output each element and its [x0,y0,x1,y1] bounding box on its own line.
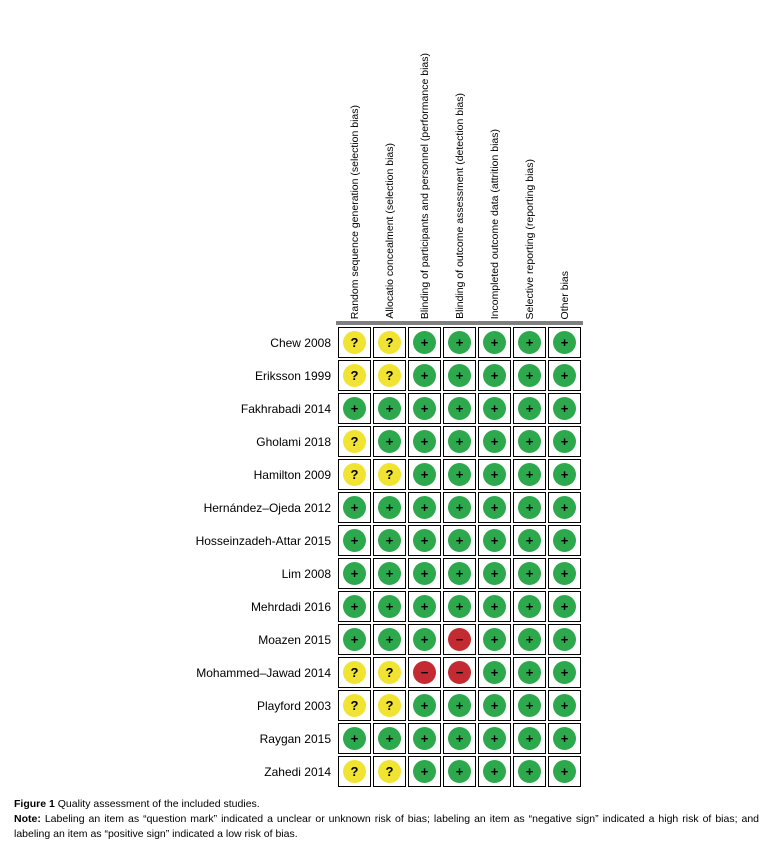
judgment-cell [548,690,581,721]
study-label: Mohammed–Jawad 2014 [196,665,331,680]
judgment-cell [478,657,511,688]
judgment-circle-positive: + [518,694,541,717]
figure-note-text: Labeling an item as “question mark” indicated a unclear or unknown risk of bias; labeling an item as “negative sign” indicated a high risk of bias; and labeling an item as “positive sign” indicated a low risk of bias. [14,813,760,840]
judgment-cell [548,459,581,490]
judgment-cell [443,558,476,589]
judgment-cell [478,459,511,490]
judgment-cell [338,525,371,556]
judgment-circle-positive: + [343,496,366,519]
judgment-cell [338,393,371,424]
judgment-cell [408,492,441,523]
judgment-circle-positive: + [483,430,506,453]
figure-caption-label: Figure 1 [14,798,55,810]
judgment-cell [338,558,371,589]
judgment-cell [478,492,511,523]
judgment-circle-positive: + [413,562,436,585]
judgment-cell [443,723,476,754]
judgment-circle-positive: + [378,595,401,618]
judgment-circle-positive: + [553,496,576,519]
judgment-cell [548,360,581,391]
judgment-cell [548,591,581,622]
judgment-circle-positive: + [553,661,576,684]
judgment-cell [408,558,441,589]
judgment-circle-positive: + [448,760,471,783]
study-label: Mehrdadi 2016 [250,599,331,614]
judgment-circle-positive: + [413,496,436,519]
judgment-cell [443,492,476,523]
judgment-circle-positive: + [448,397,471,420]
judgment-cell [338,624,371,655]
judgment-cell [478,360,511,391]
judgment-cell [373,558,406,589]
table-row [338,690,581,721]
judgment-circle-positive: + [483,364,506,387]
judgment-cell [478,558,511,589]
judgment-circle-positive: + [378,628,401,651]
judgment-cell [408,591,441,622]
judgment-circle-positive: + [483,760,506,783]
judgment-cell [513,558,546,589]
column-header: Allocatio concealment (selection bias) [383,143,396,319]
column-header: Blinding of outcome assessment (detection bias) [453,93,466,319]
judgment-circle-positive: + [483,595,506,618]
table-row [338,591,581,622]
judgment-cell [338,327,371,358]
study-label: Playford 2003 [256,698,331,713]
judgment-circle-positive: + [448,595,471,618]
judgment-circle-positive: + [553,364,576,387]
judgment-cell [478,723,511,754]
judgment-cell [408,459,441,490]
judgment-cell [408,723,441,754]
judgment-circle-positive: + [553,760,576,783]
judgment-cell [443,426,476,457]
judgment-circle-positive: + [518,496,541,519]
judgment-circle-positive: + [553,430,576,453]
judgment-cell [548,525,581,556]
judgment-circle-positive: + [483,562,506,585]
judgment-circle-positive: + [378,562,401,585]
figure-caption-title: Quality assessment of the included studies. [57,798,260,810]
table-row [338,426,581,457]
judgment-cell [408,624,441,655]
judgment-circle-positive: + [483,628,506,651]
judgment-cell [548,624,581,655]
judgment-circle-negative: − [413,661,436,684]
judgment-circle-positive: + [518,364,541,387]
judgment-circle-unclear: ? [343,694,366,717]
judgment-cell [548,393,581,424]
judgment-circle-positive: + [343,727,366,750]
judgment-cell [373,591,406,622]
judgment-circle-positive: + [553,628,576,651]
judgment-cell [513,459,546,490]
judgment-circle-positive: + [413,628,436,651]
judgment-cell [513,426,546,457]
judgment-circle-positive: + [518,331,541,354]
column-header: Selective reporting (reporting bias) [523,158,536,319]
study-label: Hamilton 2009 [253,467,331,482]
judgment-circle-positive: + [413,397,436,420]
judgment-cell [338,459,371,490]
judgment-circle-positive: + [413,760,436,783]
judgment-cell [443,591,476,622]
judgment-circle-positive: + [343,562,366,585]
column-header: Incompleted outcome data (attrition bias) [488,128,501,319]
judgment-circle-positive: + [448,430,471,453]
table-row [338,525,581,556]
judgment-circle-positive: + [413,595,436,618]
judgment-circle-unclear: ? [378,463,401,486]
judgment-circle-positive: + [553,727,576,750]
judgment-circle-positive: + [483,727,506,750]
judgment-cell [373,657,406,688]
judgment-cell [478,426,511,457]
judgment-circle-positive: + [553,397,576,420]
judgment-cell [338,591,371,622]
study-label: Fakhrabadi 2014 [240,401,331,416]
table-row [338,756,581,787]
judgment-circle-positive: + [413,727,436,750]
judgment-circle-positive: + [448,529,471,552]
judgment-circle-unclear: ? [343,760,366,783]
judgment-cell [478,393,511,424]
judgment-circle-unclear: ? [343,661,366,684]
judgment-cell [513,393,546,424]
judgment-circle-unclear: ? [378,364,401,387]
column-headers [0,0,769,321]
judgment-circle-positive: + [378,727,401,750]
study-label: Moazen 2015 [258,632,331,647]
judgment-circle-unclear: ? [378,331,401,354]
judgment-cell [478,624,511,655]
judgment-circle-unclear: ? [343,430,366,453]
judgment-circle-positive: + [518,397,541,420]
judgment-cell [548,558,581,589]
judgment-cell [408,657,441,688]
judgment-cell [443,525,476,556]
table-row [338,492,581,523]
study-label: Zahedi 2014 [264,764,331,779]
judgment-circle-positive: + [518,661,541,684]
judgment-circle-positive: + [483,463,506,486]
judgment-cell [338,360,371,391]
judgment-cell [548,723,581,754]
judgment-circle-positive: + [413,430,436,453]
judgment-circle-unclear: ? [343,463,366,486]
judgment-circle-positive: + [483,694,506,717]
table-row [338,657,581,688]
judgment-circle-positive: + [553,463,576,486]
judgment-cell [513,657,546,688]
judgment-cell [513,690,546,721]
judgment-circle-positive: + [378,430,401,453]
judgment-circle-positive: + [448,364,471,387]
judgment-cell [373,756,406,787]
judgment-cell [373,459,406,490]
judgment-circle-positive: + [483,661,506,684]
judgment-cell [443,393,476,424]
judgment-circle-positive: + [343,397,366,420]
judgment-cell [513,756,546,787]
judgment-cell [408,327,441,358]
study-label: Lim 2008 [281,566,331,581]
judgment-circle-positive: + [553,694,576,717]
judgment-circle-positive: + [518,463,541,486]
judgment-circle-positive: + [518,430,541,453]
judgment-circle-positive: + [413,463,436,486]
judgment-circle-positive: + [343,529,366,552]
judgment-circle-positive: + [413,364,436,387]
judgment-cell [408,690,441,721]
column-header: Other bias [558,270,571,319]
study-label: Chew 2008 [270,335,331,350]
judgment-circle-positive: + [518,529,541,552]
judgment-circle-positive: + [448,496,471,519]
judgment-circle-positive: + [343,628,366,651]
judgment-cell [408,360,441,391]
judgment-cell [513,723,546,754]
judgment-cell [373,492,406,523]
judgment-cell [443,360,476,391]
column-header: Blinding of participants and personnel (performance bias) [418,52,431,319]
judgment-circle-positive: + [518,760,541,783]
judgment-circle-unclear: ? [343,331,366,354]
judgment-cell [338,492,371,523]
judgment-circle-positive: + [448,331,471,354]
table-row [338,360,581,391]
judgment-circle-positive: + [483,397,506,420]
column-header: Random sequence generation (selection bias) [348,104,361,319]
judgment-cell [443,624,476,655]
judgment-cell [478,591,511,622]
judgment-circle-unclear: ? [378,694,401,717]
judgment-circle-positive: + [553,562,576,585]
figure-caption [14,797,759,842]
judgment-cell [548,327,581,358]
study-label: Hernández–Ojeda 2012 [203,500,331,515]
table-row [338,459,581,490]
judgment-cell [408,756,441,787]
judgment-cell [408,525,441,556]
table-row [338,723,581,754]
judgment-circle-positive: + [448,694,471,717]
table-row [338,327,581,358]
judgment-cell [338,657,371,688]
judgment-circle-negative: − [448,628,471,651]
judgment-circle-positive: + [553,595,576,618]
judgment-cell [513,525,546,556]
judgment-circle-negative: − [448,661,471,684]
table-row [338,624,581,655]
judgment-cell [408,426,441,457]
judgment-cell [338,756,371,787]
judgment-cell [373,360,406,391]
judgment-cell [338,690,371,721]
judgment-circle-positive: + [448,562,471,585]
study-label: Eriksson 1999 [254,368,331,383]
judgment-cell [513,492,546,523]
judgment-circle-positive: + [483,529,506,552]
judgment-circle-positive: + [378,496,401,519]
judgment-circle-positive: + [553,529,576,552]
judgment-circle-positive: + [553,331,576,354]
judgment-cell [548,492,581,523]
judgment-cell [478,690,511,721]
judgment-cell [338,723,371,754]
risk-of-bias-grid [336,325,583,789]
judgment-cell [443,690,476,721]
judgment-cell [478,525,511,556]
judgment-cell [513,360,546,391]
table-row [338,558,581,589]
judgment-circle-unclear: ? [378,760,401,783]
judgment-cell [373,327,406,358]
judgment-cell [513,327,546,358]
judgment-cell [373,723,406,754]
judgment-circle-positive: + [343,595,366,618]
judgment-cell [443,756,476,787]
judgment-cell [373,690,406,721]
study-label: Raygan 2015 [259,731,331,746]
judgment-cell [478,756,511,787]
judgment-circle-positive: + [413,529,436,552]
judgment-cell [408,393,441,424]
judgment-circle-positive: + [378,529,401,552]
figure-note-label: Note: [14,813,41,825]
judgment-circle-unclear: ? [378,661,401,684]
study-label: Gholami 2018 [256,434,331,449]
judgment-circle-positive: + [483,496,506,519]
judgment-cell [338,426,371,457]
judgment-circle-positive: + [378,397,401,420]
judgment-circle-positive: + [518,727,541,750]
judgment-cell [443,459,476,490]
judgment-cell [443,327,476,358]
judgment-cell [548,657,581,688]
judgment-cell [373,624,406,655]
judgment-cell [443,657,476,688]
study-label: Hosseinzadeh-Attar 2015 [195,533,331,548]
judgment-circle-positive: + [518,595,541,618]
judgment-circle-positive: + [413,694,436,717]
judgment-circle-positive: + [518,628,541,651]
judgment-cell [373,393,406,424]
judgment-cell [548,756,581,787]
judgment-cell [513,591,546,622]
judgment-circle-positive: + [483,331,506,354]
judgment-cell [548,426,581,457]
judgment-circle-positive: + [448,463,471,486]
judgment-circle-positive: + [413,331,436,354]
judgment-cell [373,525,406,556]
judgment-cell [513,624,546,655]
judgment-circle-positive: + [448,727,471,750]
judgment-circle-unclear: ? [343,364,366,387]
judgment-cell [373,426,406,457]
judgment-cell [478,327,511,358]
judgment-circle-positive: + [518,562,541,585]
table-row [338,393,581,424]
